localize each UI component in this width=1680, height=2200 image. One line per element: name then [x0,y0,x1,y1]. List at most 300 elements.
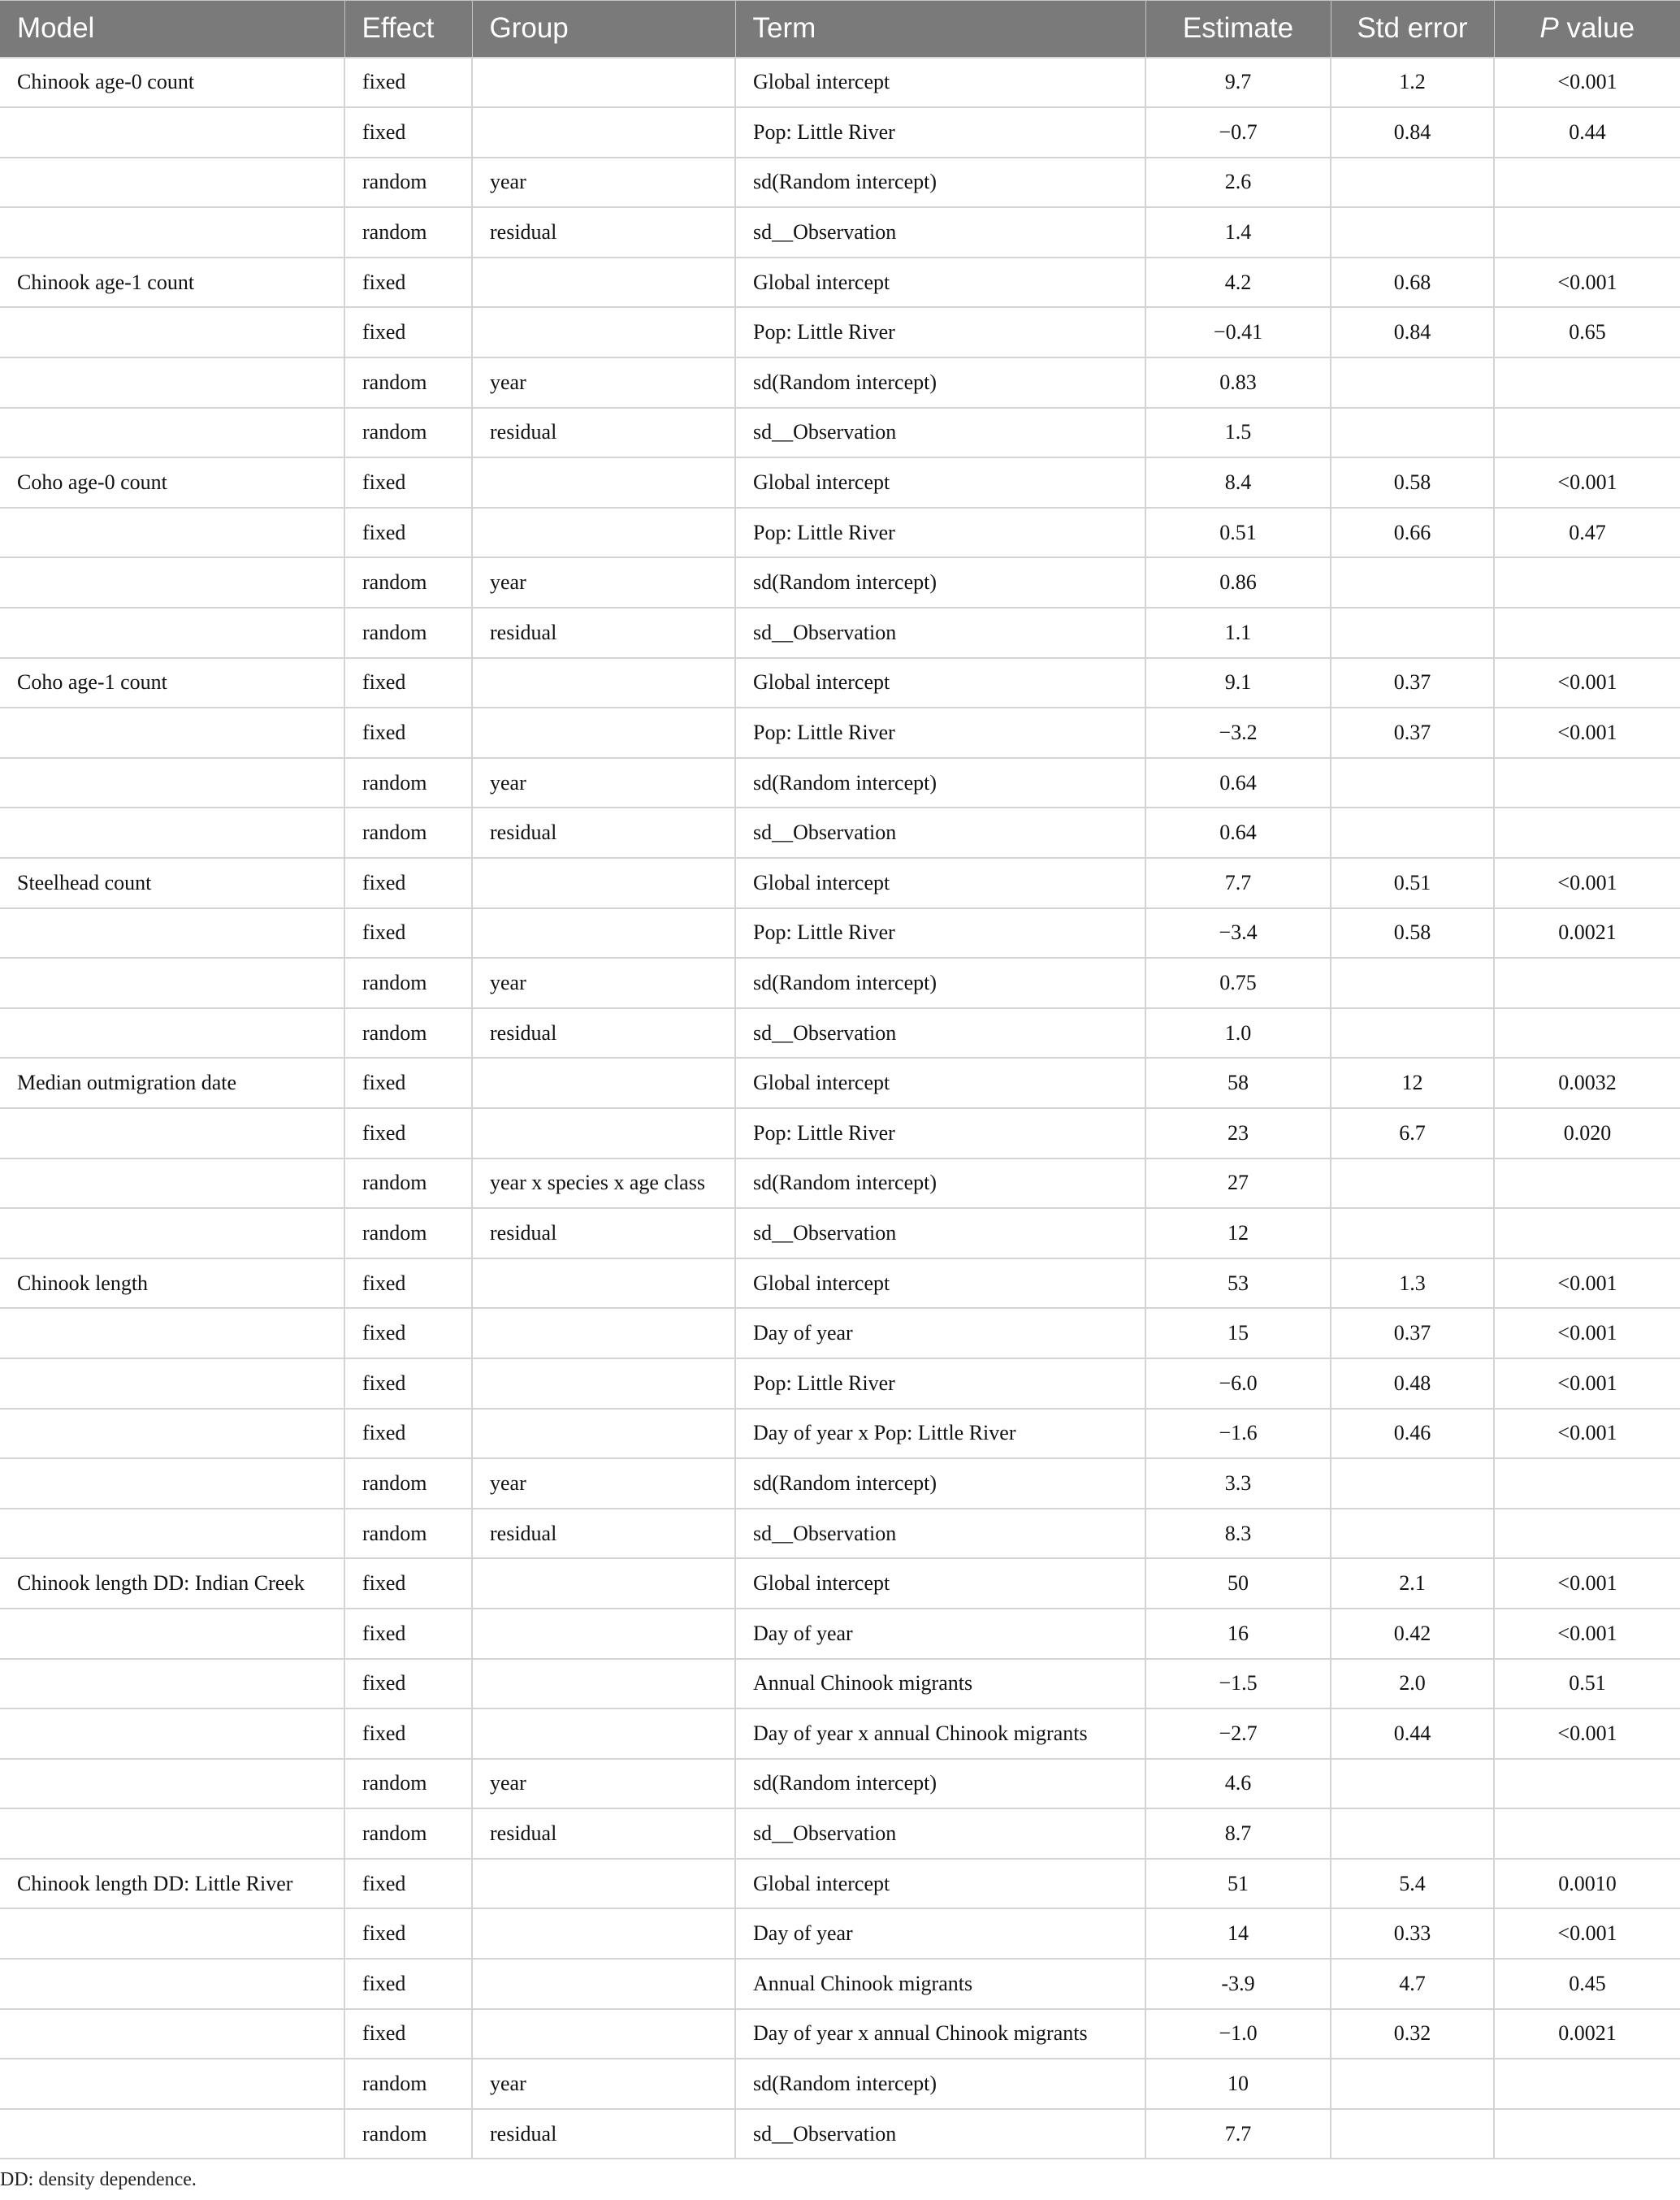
table-row [0,1859,1680,1909]
cell-group [472,1708,735,1759]
cell-model [0,1509,344,1559]
cell-model: Chinook length DD: Indian Creek [0,1558,344,1609]
cell-p-value [1494,357,1680,408]
cell-term: Pop: Little River [735,708,1145,758]
cell-effect: fixed [344,58,472,108]
cell-p-value: 0.020 [1494,1108,1680,1158]
cell-term: Global intercept [735,258,1145,308]
cell-group [472,658,735,708]
cell-estimate: −6.0 [1145,1358,1331,1409]
cell-effect: fixed [344,1258,472,1309]
cell-group [472,908,735,959]
cell-std-error: 0.37 [1331,708,1494,758]
cell-group [472,1058,735,1108]
cell-group [472,508,735,558]
cell-std-error: 5.4 [1331,1859,1494,1909]
cell-p-value: 0.51 [1494,1659,1680,1709]
cell-term: sd__Observation [735,408,1145,458]
cell-p-value: 0.47 [1494,508,1680,558]
cell-term: sd(Random intercept) [735,958,1145,1008]
cell-p-value: <0.001 [1494,658,1680,708]
table-row [0,2009,1680,2059]
cell-model [0,808,344,858]
table-row [0,758,1680,808]
cell-p-value [1494,1208,1680,1258]
cell-model: Chinook length DD: Little River [0,1859,344,1909]
cell-std-error: 0.58 [1331,908,1494,959]
table-row [0,508,1680,558]
cell-p-value [1494,2109,1680,2159]
cell-std-error [1331,608,1494,658]
cell-model [0,207,344,258]
cell-term: sd(Random intercept) [735,1158,1145,1209]
table-row [0,408,1680,458]
table-row [0,357,1680,408]
cell-group: residual [472,1208,735,1258]
cell-model [0,1208,344,1258]
cell-effect: fixed [344,508,472,558]
header-row [0,1,1680,58]
cell-term: Global intercept [735,1058,1145,1108]
cell-std-error: 4.7 [1331,1959,1494,2009]
table-row [0,708,1680,758]
cell-p-value: <0.001 [1494,1708,1680,1759]
cell-model [0,557,344,608]
cell-estimate: 0.86 [1145,557,1331,608]
header-term: Term [735,1,1145,58]
table-body [0,58,1680,2159]
cell-effect: fixed [344,1659,472,1709]
footnote: DD: density dependence. [0,2169,197,2190]
cell-std-error [1331,357,1494,408]
cell-term: Pop: Little River [735,908,1145,959]
cell-model [0,307,344,357]
cell-term: Pop: Little River [735,307,1145,357]
cell-estimate: 58 [1145,1058,1331,1108]
table-row [0,1458,1680,1509]
cell-p-value [1494,1509,1680,1559]
cell-group: residual [472,207,735,258]
cell-model [0,1808,344,1859]
cell-term: Pop: Little River [735,1108,1145,1158]
cell-p-value [1494,2059,1680,2109]
cell-p-value [1494,758,1680,808]
cell-std-error: 0.42 [1331,1609,1494,1659]
cell-model [0,958,344,1008]
table-row [0,457,1680,508]
table-row [0,1358,1680,1409]
table-row [0,1409,1680,1459]
cell-estimate: 12 [1145,1208,1331,1258]
cell-estimate: 1.4 [1145,207,1331,258]
cell-p-value: <0.001 [1494,1609,1680,1659]
cell-group [472,1409,735,1459]
cell-estimate: 1.1 [1145,608,1331,658]
cell-term: Day of year x Pop: Little River [735,1409,1145,1459]
cell-term: Day of year [735,1308,1145,1358]
cell-std-error: 0.66 [1331,508,1494,558]
cell-estimate: −1.0 [1145,2009,1331,2059]
cell-effect: fixed [344,1108,472,1158]
cell-model [0,1458,344,1509]
cell-std-error [1331,2059,1494,2109]
cell-estimate: −1.5 [1145,1659,1331,1709]
cell-model: Chinook age-1 count [0,258,344,308]
cell-p-value [1494,808,1680,858]
cell-term: sd(Random intercept) [735,1759,1145,1809]
cell-std-error [1331,158,1494,208]
cell-estimate: 7.7 [1145,858,1331,908]
cell-p-value: <0.001 [1494,1409,1680,1459]
cell-group: year [472,1759,735,1809]
cell-term: sd__Observation [735,808,1145,858]
cell-model [0,158,344,208]
cell-term: Day of year [735,1908,1145,1959]
table-row [0,1759,1680,1809]
cell-std-error: 0.46 [1331,1409,1494,1459]
cell-effect: fixed [344,1358,472,1409]
table-row [0,1509,1680,1559]
cell-effect: fixed [344,258,472,308]
cell-p-value: <0.001 [1494,258,1680,308]
cell-estimate: 0.83 [1145,357,1331,408]
cell-effect: fixed [344,107,472,158]
table-row [0,158,1680,208]
cell-term: Pop: Little River [735,508,1145,558]
cell-effect: fixed [344,1609,472,1659]
table-row [0,1659,1680,1709]
table-row [0,1108,1680,1158]
cell-group [472,457,735,508]
cell-std-error: 0.44 [1331,1708,1494,1759]
cell-effect: random [344,958,472,1008]
cell-term: Global intercept [735,457,1145,508]
cell-group: residual [472,1008,735,1059]
cell-std-error: 0.84 [1331,307,1494,357]
cell-effect: fixed [344,708,472,758]
cell-term: Day of year x annual Chinook migrants [735,1708,1145,1759]
cell-term: Global intercept [735,58,1145,108]
cell-estimate: −3.4 [1145,908,1331,959]
cell-model [0,708,344,758]
cell-group: year x species x age class [472,1158,735,1209]
table-row [0,1908,1680,1959]
cell-group: year [472,758,735,808]
cell-model: Steelhead count [0,858,344,908]
cell-model: Coho age-0 count [0,457,344,508]
cell-model [0,1959,344,2009]
table-row [0,608,1680,658]
cell-effect: fixed [344,2009,472,2059]
cell-model [0,357,344,408]
cell-model [0,1108,344,1158]
cell-estimate: −0.41 [1145,307,1331,357]
cell-group [472,1358,735,1409]
cell-estimate: 9.7 [1145,58,1331,108]
table-row [0,1008,1680,1059]
cell-effect: random [344,2109,472,2159]
cell-model [0,1008,344,1059]
cell-estimate: 0.64 [1145,758,1331,808]
cell-group [472,1108,735,1158]
cell-p-value: 0.45 [1494,1959,1680,2009]
cell-estimate: 27 [1145,1158,1331,1209]
table-row [0,258,1680,308]
cell-std-error: 0.84 [1331,107,1494,158]
cell-term: Annual Chinook migrants [735,1959,1145,2009]
cell-std-error [1331,2109,1494,2159]
cell-model [0,1708,344,1759]
cell-std-error: 1.2 [1331,58,1494,108]
cell-group [472,1659,735,1709]
cell-std-error: 0.58 [1331,457,1494,508]
cell-estimate: −0.7 [1145,107,1331,158]
cell-effect: random [344,158,472,208]
cell-std-error [1331,1759,1494,1809]
cell-term: sd__Observation [735,1509,1145,1559]
cell-model [0,1609,344,1659]
cell-p-value [1494,1808,1680,1859]
table-row [0,2059,1680,2109]
cell-p-value: 0.0021 [1494,908,1680,959]
cell-model: Median outmigration date [0,1058,344,1108]
cell-estimate: 0.64 [1145,808,1331,858]
cell-p-value [1494,1759,1680,1809]
header-model: Model [0,1,344,58]
cell-std-error [1331,1808,1494,1859]
cell-term: sd(Random intercept) [735,158,1145,208]
cell-model [0,1659,344,1709]
cell-effect: fixed [344,1708,472,1759]
cell-effect: fixed [344,1308,472,1358]
cell-term: Pop: Little River [735,107,1145,158]
cell-p-value: <0.001 [1494,1258,1680,1309]
cell-group [472,307,735,357]
table-row [0,1058,1680,1108]
cell-estimate: 7.7 [1145,2109,1331,2159]
cell-estimate: 3.3 [1145,1458,1331,1509]
cell-term: sd__Observation [735,608,1145,658]
cell-model [0,908,344,959]
cell-term: sd__Observation [735,1008,1145,1059]
cell-p-value: <0.001 [1494,457,1680,508]
cell-effect: fixed [344,908,472,959]
cell-effect: random [344,1759,472,1809]
cell-group [472,258,735,308]
cell-std-error: 12 [1331,1058,1494,1108]
table-row [0,1708,1680,1759]
cell-group: residual [472,808,735,858]
cell-group [472,1609,735,1659]
cell-estimate: 4.6 [1145,1759,1331,1809]
cell-group [472,1308,735,1358]
cell-effect: random [344,408,472,458]
cell-p-value: <0.001 [1494,708,1680,758]
cell-term: sd(Random intercept) [735,1458,1145,1509]
cell-term: sd(Random intercept) [735,2059,1145,2109]
table-row [0,557,1680,608]
cell-model [0,2009,344,2059]
cell-p-value: <0.001 [1494,1358,1680,1409]
cell-std-error [1331,1458,1494,1509]
cell-group [472,708,735,758]
cell-estimate: 23 [1145,1108,1331,1158]
cell-model: Coho age-1 count [0,658,344,708]
cell-p-value: 0.44 [1494,107,1680,158]
header-estimate: Estimate [1145,1,1331,58]
cell-effect: fixed [344,1959,472,2009]
cell-std-error: 0.68 [1331,258,1494,308]
table-row [0,58,1680,108]
cell-p-value: <0.001 [1494,858,1680,908]
cell-estimate: 8.3 [1145,1509,1331,1559]
cell-term: sd__Observation [735,1208,1145,1258]
cell-model [0,107,344,158]
cell-estimate: 14 [1145,1908,1331,1959]
cell-std-error: 0.37 [1331,658,1494,708]
cell-estimate: -3.9 [1145,1959,1331,2009]
cell-term: Global intercept [735,1859,1145,1909]
cell-term: Day of year x annual Chinook migrants [735,2009,1145,2059]
cell-group: year [472,958,735,1008]
cell-group: residual [472,1808,735,1859]
cell-p-value [1494,608,1680,658]
cell-p-value [1494,1458,1680,1509]
cell-estimate: 4.2 [1145,258,1331,308]
table-row [0,207,1680,258]
cell-std-error [1331,958,1494,1008]
cell-group: year [472,357,735,408]
cell-group: residual [472,1509,735,1559]
cell-effect: random [344,1509,472,1559]
cell-term: Day of year [735,1609,1145,1659]
cell-estimate: 16 [1145,1609,1331,1659]
cell-model [0,2059,344,2109]
cell-group [472,1859,735,1909]
cell-effect: fixed [344,1558,472,1609]
header-value-word: value [1566,12,1635,45]
cell-group: year [472,2059,735,2109]
table-row [0,1609,1680,1659]
cell-model [0,508,344,558]
cell-effect: fixed [344,858,472,908]
cell-effect: random [344,1208,472,1258]
cell-model [0,1908,344,1959]
cell-term: sd(Random intercept) [735,758,1145,808]
cell-effect: random [344,557,472,608]
cell-p-value [1494,207,1680,258]
cell-group [472,1908,735,1959]
cell-p-value [1494,408,1680,458]
cell-model [0,1308,344,1358]
cell-std-error: 0.32 [1331,2009,1494,2059]
table-row [0,107,1680,158]
cell-estimate: −1.6 [1145,1409,1331,1459]
cell-std-error: 0.51 [1331,858,1494,908]
cell-estimate: 50 [1145,1558,1331,1609]
cell-p-value: <0.001 [1494,1308,1680,1358]
cell-term: Global intercept [735,858,1145,908]
header-p-value [1494,1,1680,58]
cell-std-error [1331,1509,1494,1559]
table-row [0,2109,1680,2159]
cell-std-error [1331,408,1494,458]
cell-std-error: 0.37 [1331,1308,1494,1358]
cell-group [472,1959,735,2009]
cell-group [472,858,735,908]
cell-p-value [1494,958,1680,1008]
table-row [0,808,1680,858]
cell-p-value: <0.001 [1494,1558,1680,1609]
cell-group: year [472,1458,735,1509]
cell-p-value [1494,1158,1680,1209]
cell-group [472,2009,735,2059]
cell-estimate: 51 [1145,1859,1331,1909]
cell-model [0,1759,344,1809]
cell-effect: random [344,1008,472,1059]
cell-std-error [1331,207,1494,258]
cell-std-error [1331,1208,1494,1258]
table-row [0,1558,1680,1609]
table-row [0,1258,1680,1309]
cell-p-value [1494,158,1680,208]
table-row [0,958,1680,1008]
cell-std-error [1331,758,1494,808]
table-row [0,307,1680,357]
cell-group [472,1258,735,1309]
cell-estimate: 2.6 [1145,158,1331,208]
cell-term: sd__Observation [735,2109,1145,2159]
cell-std-error: 0.48 [1331,1358,1494,1409]
cell-group: residual [472,2109,735,2159]
cell-std-error [1331,557,1494,608]
cell-effect: random [344,758,472,808]
table-row [0,908,1680,959]
cell-effect: fixed [344,1058,472,1108]
cell-estimate: 10 [1145,2059,1331,2109]
cell-effect: random [344,2059,472,2109]
cell-group: residual [472,608,735,658]
table-row [0,1158,1680,1209]
cell-effect: fixed [344,658,472,708]
cell-term: sd__Observation [735,1808,1145,1859]
cell-group: year [472,557,735,608]
cell-p-value [1494,557,1680,608]
cell-effect: random [344,1458,472,1509]
cell-effect: random [344,1808,472,1859]
cell-estimate: 0.75 [1145,958,1331,1008]
cell-p-value: <0.001 [1494,1908,1680,1959]
cell-estimate: −2.7 [1145,1708,1331,1759]
table-row [0,1308,1680,1358]
cell-term: Pop: Little River [735,1358,1145,1409]
header-effect: Effect [344,1,472,58]
header-p-letter: P [1539,12,1559,45]
cell-model: Chinook age-0 count [0,58,344,108]
cell-estimate: 8.7 [1145,1808,1331,1859]
cell-estimate: 53 [1145,1258,1331,1309]
cell-p-value: <0.001 [1494,58,1680,108]
cell-term: sd(Random intercept) [735,557,1145,608]
cell-term: Global intercept [735,1258,1145,1309]
cell-std-error: 6.7 [1331,1108,1494,1158]
cell-std-error: 2.0 [1331,1659,1494,1709]
cell-term: Annual Chinook migrants [735,1659,1145,1709]
cell-effect: fixed [344,1908,472,1959]
cell-p-value [1494,1008,1680,1059]
cell-effect: random [344,808,472,858]
cell-p-value: 0.0032 [1494,1058,1680,1108]
